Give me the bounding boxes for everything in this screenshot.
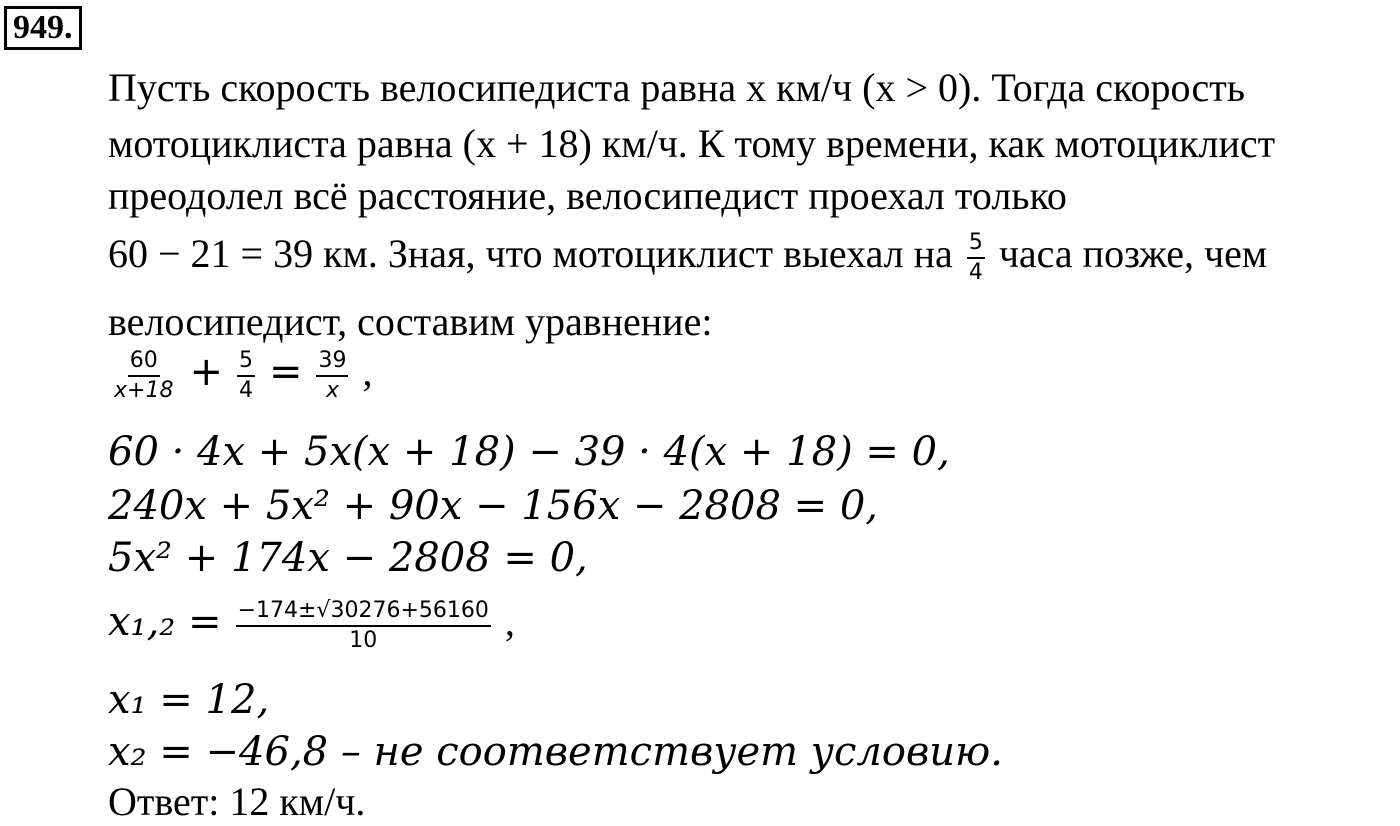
fraction-numerator: 5	[967, 231, 985, 259]
equation-5	[108, 598, 515, 653]
fraction-numerator: 5	[237, 349, 255, 377]
text-line-1: Пусть скорость велосипедиста равна x км/ч (x > 0). Тогда скорость	[108, 65, 1245, 110]
fraction-denominator: 4	[968, 259, 983, 285]
plus-sign: +	[189, 349, 223, 395]
line4-post: часа позже, чем	[998, 231, 1268, 276]
fraction-denominator: x	[325, 377, 339, 403]
fraction-denominator: x+18	[114, 377, 174, 403]
fraction-5-4	[967, 231, 985, 285]
fraction-5-4	[237, 349, 255, 403]
equation-7: x₂ = −46,8 – не соответствует условию.	[108, 729, 1003, 775]
equation-3: 240x + 5x² + 90x − 156x − 2808 = 0,	[108, 483, 878, 529]
equation-4: 5x² + 174x − 2808 = 0,	[108, 535, 588, 581]
fraction-numerator: 60	[128, 349, 160, 377]
roots-lhs: x₁,₂ =	[108, 599, 222, 645]
comma: ,	[504, 599, 515, 644]
fraction-numerator: 39	[316, 349, 348, 377]
equation-6: x₁ = 12,	[108, 677, 270, 723]
fraction-39	[316, 349, 348, 403]
answer-line: Ответ: 12 км/ч.	[108, 779, 366, 824]
text-line-5: велосипедист, составим уравнение:	[108, 299, 713, 344]
text-line-2: мотоциклиста равна (x + 18) км/ч. К тому времени, как мотоциклист	[108, 121, 1276, 166]
quadratic-formula-fraction	[236, 599, 491, 653]
text-line-3: преодолел всё расстояние, велосипедист проехал только	[108, 173, 1067, 218]
fraction-denominator: 10	[349, 627, 378, 653]
comma: ,	[362, 349, 373, 394]
line4-pre: 60 − 21 = 39 км. Зная, что мотоциклист выехал на	[108, 231, 953, 276]
problem-number: 949.	[4, 6, 82, 50]
equation-2: 60 · 4x + 5x(x + 18) − 39 · 4(x + 18) = 0,	[108, 429, 950, 475]
fraction-numerator: −174±√30276+56160	[236, 599, 491, 627]
fraction-60	[112, 349, 175, 403]
equals-sign: =	[268, 349, 303, 395]
equation-1	[108, 348, 372, 403]
fraction-denominator: 4	[238, 377, 253, 403]
text-line-4	[108, 230, 1267, 285]
